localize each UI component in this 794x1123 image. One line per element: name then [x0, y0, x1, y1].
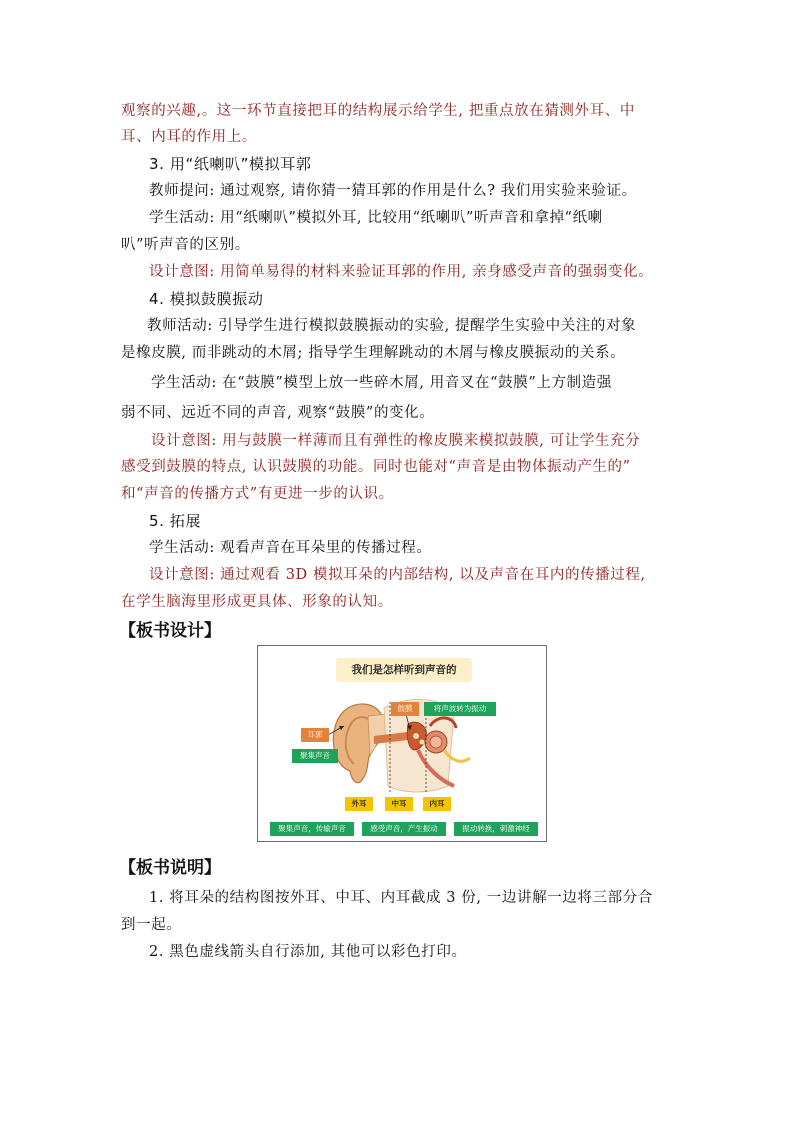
label-middle-ear: 中耳 [385, 797, 413, 811]
label-eardrum: 鼓膜 [391, 702, 419, 716]
text-line: 教师活动: 引导学生进行模拟鼓膜振动的实验, 提醒学生实验中关注的对象 [147, 318, 637, 334]
text-line: 叭”听声音的区别。 [121, 237, 250, 253]
section-heading-board-notes: 【板书说明】 [119, 858, 221, 878]
text-line: 是橡皮膜, 而非跳动的木屑; 指导学生理解跳动的木屑与橡皮膜振动的关系。 [121, 345, 626, 361]
text-line: 耳、内耳的作用上。 [121, 129, 257, 145]
subsection-heading: 4. 模拟鼓膜振动 [149, 290, 264, 308]
note-line: 到一起。 [121, 917, 182, 933]
text-line: 教师提问: 通过观察, 请你猜一猜耳郭的作用是什么? 我们用实验来验证。 [149, 183, 637, 199]
section-heading-board-design: 【板书设计】 [119, 621, 221, 641]
ear-diagram [258, 646, 546, 841]
label-ear-pinna: 耳郭 [301, 728, 329, 742]
text-line: 学生活动: 在“鼓膜”模型上放一些碎木屑, 用音叉在“鼓膜”上方制造强 [151, 375, 612, 391]
ear-structure-figure [257, 645, 547, 842]
text-line: 在学生脑海里形成更具体、形象的认知。 [121, 594, 393, 610]
text-line: 学生活动: 用“纸喇叭”模拟外耳, 比较用“纸喇叭”听声音和拿掉“纸喇 [149, 210, 603, 226]
text-line: 观察的兴趣,。这一环节直接把耳的结构展示给学生, 把重点放在猜测外耳、中 [121, 103, 635, 119]
label-outer-ear: 外耳 [345, 797, 373, 811]
label-gather-sound: 聚集声音 [292, 749, 338, 763]
text-line: 设计意图: 通过观看 3D 模拟耳朵的内部结构, 以及声音在耳内的传播过程, [149, 567, 646, 583]
text-line: 学生活动: 观看声音在耳朵里的传播过程。 [149, 540, 432, 556]
label-inner-ear-function: 振动转换，刺激神经 [454, 822, 538, 836]
label-inner-ear: 内耳 [423, 797, 451, 811]
text-line: 弱不同、远近不同的声音, 观察“鼓膜”的变化。 [121, 405, 435, 421]
subsection-heading: 5. 拓展 [149, 512, 202, 530]
label-middle-ear-function: 感受声音，产生振动 [362, 822, 446, 836]
label-sound-to-vibration: 将声波转为振动 [424, 702, 496, 716]
text-line: 设计意图: 用简单易得的材料来验证耳郭的作用, 亲身感受声音的强弱变化。 [149, 264, 654, 280]
text-line: 感受到鼓膜的特点, 认识鼓膜的功能。同时也能对“声音是由物体振动产生的” [121, 459, 631, 475]
text-line: 设计意图: 用与鼓膜一样薄而且有弹性的橡皮膜来模拟鼓膜, 可让学生充分 [151, 433, 641, 449]
note-line: 2. 黑色虚线箭头自行添加, 其他可以彩色打印。 [149, 944, 467, 960]
figure-title: 我们是怎样听到声音的 [336, 658, 472, 682]
note-line: 1. 将耳朵的结构图按外耳、中耳、内耳截成 3 份, 一边讲解一边将三部分合 [149, 890, 653, 906]
label-outer-ear-function: 聚集声音，传输声音 [270, 822, 354, 836]
text-line: 和“声音的传播方式”有更进一步的认识。 [121, 486, 394, 502]
subsection-heading: 3. 用“纸喇叭”模拟耳郭 [149, 155, 312, 173]
